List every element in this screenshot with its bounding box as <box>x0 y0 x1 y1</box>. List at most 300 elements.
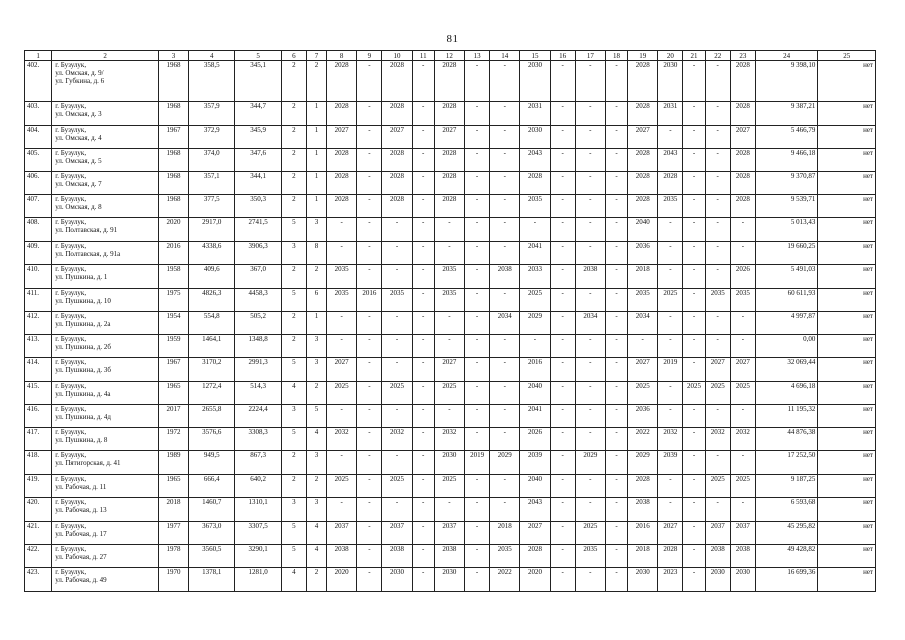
cell-col-11: - <box>412 568 434 592</box>
cell-col-8: - <box>327 498 357 522</box>
cell-col-19: 2027 <box>628 126 658 149</box>
cell-col-14: - <box>490 335 520 358</box>
cell-col-24: 17 252,50 <box>755 451 817 475</box>
cell-col-15: 2031 <box>520 102 550 126</box>
cell-col-22: - <box>705 126 730 149</box>
cell-col-23: - <box>730 335 755 358</box>
cell-col-9: - <box>357 218 382 242</box>
row-number: 408. <box>25 218 52 242</box>
cell-col-23: - <box>730 242 755 265</box>
address-line: ул. Омская, д. 8 <box>55 203 102 211</box>
page-number: 81 <box>446 33 459 45</box>
cell-col-23: 2028 <box>730 149 755 172</box>
cell-col-18: - <box>605 102 627 126</box>
column-header-24: 24 <box>755 51 817 61</box>
cell-col-4: 554,8 <box>189 312 235 335</box>
cell-col-11: - <box>412 312 434 335</box>
cell-col-6: 2 <box>281 475 306 498</box>
cell-col-15: 2029 <box>520 312 550 335</box>
cell-col-5: 3308,3 <box>235 428 281 451</box>
cell-col-15: 2026 <box>520 428 550 451</box>
cell-col-22: - <box>705 195 730 218</box>
cell-col-13: - <box>465 218 490 242</box>
cell-col-18: - <box>605 405 627 428</box>
cell-col-7: 3 <box>306 335 326 358</box>
cell-col-25: нет <box>818 451 876 475</box>
table-row <box>25 195 876 218</box>
cell-col-17: 2038 <box>575 265 605 289</box>
column-header-20: 20 <box>658 51 683 61</box>
cell-col-16: - <box>550 475 575 498</box>
address-line: г. Бузулук, <box>55 358 87 366</box>
cell-col-18: - <box>605 522 627 545</box>
cell-col-22: 2038 <box>705 545 730 568</box>
cell-col-13: - <box>465 312 490 335</box>
cell-col-3: 1972 <box>158 428 188 451</box>
cell-col-17: - <box>575 126 605 149</box>
cell-col-12: 2035 <box>434 289 464 312</box>
cell-col-20: - <box>658 312 683 335</box>
cell-col-18: - <box>605 126 627 149</box>
cell-col-11: - <box>412 102 434 126</box>
cell-col-18: - <box>605 428 627 451</box>
cell-col-8: 2028 <box>327 102 357 126</box>
cell-col-22: - <box>705 451 730 475</box>
cell-col-14: 2029 <box>490 451 520 475</box>
cell-col-3: 2017 <box>158 405 188 428</box>
cell-col-25: нет <box>818 218 876 242</box>
cell-col-11: - <box>412 405 434 428</box>
cell-col-10: 2028 <box>382 195 412 218</box>
cell-col-5: 1281,0 <box>235 568 281 592</box>
cell-col-11: - <box>412 428 434 451</box>
cell-col-19: 2036 <box>628 405 658 428</box>
cell-col-8: 2038 <box>327 545 357 568</box>
cell-col-11: - <box>412 172 434 195</box>
cell-col-15: 2041 <box>520 405 550 428</box>
cell-col-25: нет <box>818 265 876 289</box>
cell-col-14: - <box>490 149 520 172</box>
address-cell <box>52 405 159 428</box>
cell-col-24: 32 069,44 <box>755 358 817 382</box>
row-number: 418. <box>25 451 52 475</box>
cell-col-23: 2035 <box>730 289 755 312</box>
table-row <box>25 545 876 568</box>
cell-col-11: - <box>412 475 434 498</box>
cell-col-3: 2016 <box>158 242 188 265</box>
cell-col-6: 2 <box>281 61 306 102</box>
cell-col-14: 2018 <box>490 522 520 545</box>
cell-col-9: - <box>357 61 382 102</box>
cell-col-19: 2025 <box>628 382 658 405</box>
address-line: ул. Пушкина, д. 2а <box>55 320 111 328</box>
column-number-header <box>25 51 876 61</box>
table-row <box>25 358 876 382</box>
address-line: ул. Рабочая, д. 13 <box>55 506 107 514</box>
cell-col-3: 1968 <box>158 61 188 102</box>
cell-col-21: - <box>683 242 705 265</box>
cell-col-12: - <box>434 498 464 522</box>
cell-col-22: - <box>705 242 730 265</box>
cell-col-16: - <box>550 195 575 218</box>
cell-col-9: - <box>357 242 382 265</box>
cell-col-25: нет <box>818 545 876 568</box>
cell-col-10: 2027 <box>382 126 412 149</box>
cell-col-15: 2028 <box>520 545 550 568</box>
cell-col-15: - <box>520 218 550 242</box>
cell-col-25: нет <box>818 475 876 498</box>
column-header-4: 4 <box>189 51 235 61</box>
cell-col-10: 2028 <box>382 172 412 195</box>
cell-col-21: - <box>683 265 705 289</box>
table-row <box>25 102 876 126</box>
cell-col-21: - <box>683 149 705 172</box>
cell-col-17: - <box>575 61 605 102</box>
cell-col-23: - <box>730 218 755 242</box>
cell-col-18: - <box>605 149 627 172</box>
cell-col-8: - <box>327 242 357 265</box>
cell-col-20: 2023 <box>658 568 683 592</box>
cell-col-10: 2028 <box>382 149 412 172</box>
address-line: ул. Пушкина, д. 10 <box>55 297 111 305</box>
address-line: ул. Пушкина, д. 8 <box>55 436 108 444</box>
cell-col-15: 2030 <box>520 61 550 102</box>
cell-col-21: - <box>683 568 705 592</box>
address-line: ул. Омская, д. 4 <box>55 134 102 142</box>
cell-col-8: 2028 <box>327 195 357 218</box>
column-header-14: 14 <box>490 51 520 61</box>
cell-col-7: 5 <box>306 405 326 428</box>
address-line: г. Бузулук, <box>55 522 87 530</box>
cell-col-4: 358,5 <box>189 61 235 102</box>
cell-col-14: - <box>490 61 520 102</box>
cell-col-12: - <box>434 405 464 428</box>
cell-col-17: - <box>575 498 605 522</box>
address-cell <box>52 335 159 358</box>
cell-col-13: - <box>465 405 490 428</box>
cell-col-11: - <box>412 498 434 522</box>
cell-col-5: 1310,1 <box>235 498 281 522</box>
address-line: ул. Омская, д. 3 <box>55 110 102 118</box>
cell-col-20: 2032 <box>658 428 683 451</box>
table-row <box>25 522 876 545</box>
table-row <box>25 312 876 335</box>
address-cell <box>52 149 159 172</box>
cell-col-24: 9 466,18 <box>755 149 817 172</box>
cell-col-20: 2043 <box>658 149 683 172</box>
cell-col-9: - <box>357 405 382 428</box>
cell-col-3: 1970 <box>158 568 188 592</box>
address-cell <box>52 568 159 592</box>
cell-col-9: - <box>357 358 382 382</box>
address-cell <box>52 312 159 335</box>
address-line: г. Бузулук, <box>55 102 87 110</box>
cell-col-4: 2917,0 <box>189 218 235 242</box>
cell-col-12: 2025 <box>434 475 464 498</box>
address-line: г. Бузулук, <box>55 498 87 506</box>
address-line: ул. Омская, д. 9/ <box>55 69 104 77</box>
cell-col-24: 4 696,18 <box>755 382 817 405</box>
cell-col-10: 2028 <box>382 102 412 126</box>
table-row <box>25 568 876 592</box>
cell-col-10: 2035 <box>382 289 412 312</box>
cell-col-24: 44 876,38 <box>755 428 817 451</box>
cell-col-22: - <box>705 498 730 522</box>
cell-col-13: - <box>465 172 490 195</box>
cell-col-11: - <box>412 61 434 102</box>
cell-col-16: - <box>550 149 575 172</box>
address-cell <box>52 126 159 149</box>
cell-col-4: 1272,4 <box>189 382 235 405</box>
cell-col-19: 2016 <box>628 522 658 545</box>
cell-col-7: 3 <box>306 498 326 522</box>
cell-col-13: - <box>465 195 490 218</box>
cell-col-15: 2025 <box>520 289 550 312</box>
cell-col-17: 2034 <box>575 312 605 335</box>
address-line: г. Бузулук, <box>55 405 87 413</box>
cell-col-21: - <box>683 312 705 335</box>
cell-col-14: - <box>490 218 520 242</box>
cell-col-7: 1 <box>306 102 326 126</box>
address-line: г. Бузулук, <box>55 312 87 320</box>
cell-col-13: - <box>465 522 490 545</box>
column-header-16: 16 <box>550 51 575 61</box>
cell-col-7: 1 <box>306 126 326 149</box>
address-line: г. Бузулук, <box>55 149 87 157</box>
column-header-8: 8 <box>327 51 357 61</box>
cell-col-10: 2025 <box>382 382 412 405</box>
column-header-9: 9 <box>357 51 382 61</box>
cell-col-18: - <box>605 61 627 102</box>
cell-col-19: 2022 <box>628 428 658 451</box>
cell-col-9: - <box>357 195 382 218</box>
cell-col-6: 3 <box>281 498 306 522</box>
cell-col-3: 1968 <box>158 149 188 172</box>
cell-col-9: - <box>357 172 382 195</box>
cell-col-23: 2025 <box>730 475 755 498</box>
cell-col-23: 2026 <box>730 265 755 289</box>
column-header-7: 7 <box>306 51 326 61</box>
cell-col-11: - <box>412 195 434 218</box>
address-line: г. Бузулук, <box>55 382 87 390</box>
address-cell <box>52 451 159 475</box>
cell-col-7: 6 <box>306 289 326 312</box>
cell-col-7: 3 <box>306 358 326 382</box>
cell-col-25: нет <box>818 335 876 358</box>
cell-col-10: 2038 <box>382 545 412 568</box>
cell-col-25: нет <box>818 289 876 312</box>
cell-col-11: - <box>412 149 434 172</box>
cell-col-24: 5 013,43 <box>755 218 817 242</box>
cell-col-9: - <box>357 382 382 405</box>
cell-col-11: - <box>412 265 434 289</box>
address-cell <box>52 242 159 265</box>
row-number: 417. <box>25 428 52 451</box>
cell-col-24: 6 593,68 <box>755 498 817 522</box>
cell-col-23: 2038 <box>730 545 755 568</box>
cell-col-16: - <box>550 522 575 545</box>
cell-col-9: - <box>357 126 382 149</box>
cell-col-15: 2020 <box>520 568 550 592</box>
address-line: ул. Губкина, д. 6 <box>55 77 105 85</box>
cell-col-6: 2 <box>281 126 306 149</box>
cell-col-5: 367,0 <box>235 265 281 289</box>
cell-col-3: 1959 <box>158 335 188 358</box>
cell-col-25: нет <box>818 312 876 335</box>
cell-col-10: - <box>382 312 412 335</box>
address-line: г. Бузулук, <box>55 61 87 69</box>
cell-col-13: - <box>465 126 490 149</box>
cell-col-12: - <box>434 218 464 242</box>
cell-col-20: 2028 <box>658 545 683 568</box>
cell-col-14: - <box>490 498 520 522</box>
cell-col-21: - <box>683 218 705 242</box>
cell-col-5: 345,9 <box>235 126 281 149</box>
table-row <box>25 428 876 451</box>
cell-col-4: 374,0 <box>189 149 235 172</box>
cell-col-16: - <box>550 102 575 126</box>
cell-col-21: - <box>683 102 705 126</box>
cell-col-9: - <box>357 335 382 358</box>
cell-col-11: - <box>412 242 434 265</box>
address-line: ул. Рабочая, д. 17 <box>55 530 107 538</box>
cell-col-9: - <box>357 522 382 545</box>
cell-col-5: 4458,3 <box>235 289 281 312</box>
cell-col-5: 2991,3 <box>235 358 281 382</box>
cell-col-3: 1977 <box>158 522 188 545</box>
cell-col-13: - <box>465 149 490 172</box>
table-row <box>25 475 876 498</box>
cell-col-6: 4 <box>281 382 306 405</box>
column-header-2: 2 <box>52 51 159 61</box>
cell-col-23: 2028 <box>730 195 755 218</box>
cell-col-7: 4 <box>306 428 326 451</box>
cell-col-4: 949,5 <box>189 451 235 475</box>
cell-col-23: 2028 <box>730 172 755 195</box>
cell-col-25: нет <box>818 382 876 405</box>
cell-col-16: - <box>550 545 575 568</box>
cell-col-17: - <box>575 242 605 265</box>
cell-col-15: 2016 <box>520 358 550 382</box>
cell-col-7: 2 <box>306 61 326 102</box>
cell-col-8: - <box>327 405 357 428</box>
cell-col-20: 2025 <box>658 289 683 312</box>
row-number: 406. <box>25 172 52 195</box>
address-line: ул. Рабочая, д. 49 <box>55 576 107 584</box>
cell-col-17: - <box>575 195 605 218</box>
cell-col-20: - <box>658 126 683 149</box>
cell-col-19: 2028 <box>628 61 658 102</box>
cell-col-4: 377,5 <box>189 195 235 218</box>
cell-col-6: 2 <box>281 102 306 126</box>
cell-col-12: 2025 <box>434 382 464 405</box>
cell-col-16: - <box>550 405 575 428</box>
address-line: ул. Омская, д. 5 <box>55 157 102 165</box>
cell-col-13: - <box>465 102 490 126</box>
cell-col-4: 1460,7 <box>189 498 235 522</box>
cell-col-3: 1958 <box>158 265 188 289</box>
cell-col-16: - <box>550 312 575 335</box>
cell-col-9: 2016 <box>357 289 382 312</box>
cell-col-18: - <box>605 265 627 289</box>
address-line: ул. Рабочая, д. 27 <box>55 553 107 561</box>
cell-col-21: - <box>683 172 705 195</box>
address-cell <box>52 218 159 242</box>
cell-col-7: 2 <box>306 568 326 592</box>
cell-col-9: - <box>357 568 382 592</box>
cell-col-5: 2224,4 <box>235 405 281 428</box>
cell-col-24: 9 398,10 <box>755 61 817 102</box>
cell-col-24: 19 660,25 <box>755 242 817 265</box>
address-line: г. Бузулук, <box>55 451 87 459</box>
cell-col-17: - <box>575 172 605 195</box>
cell-col-15: 2033 <box>520 265 550 289</box>
cell-col-16: - <box>550 382 575 405</box>
cell-col-22: 2025 <box>705 475 730 498</box>
row-number: 402. <box>25 61 52 102</box>
address-cell <box>52 289 159 312</box>
cell-col-25: нет <box>818 149 876 172</box>
row-number: 405. <box>25 149 52 172</box>
column-header-23: 23 <box>730 51 755 61</box>
cell-col-19: 2035 <box>628 289 658 312</box>
address-line: г. Бузулук, <box>55 265 87 273</box>
cell-col-21: 2025 <box>683 382 705 405</box>
cell-col-4: 3673,0 <box>189 522 235 545</box>
cell-col-17: - <box>575 382 605 405</box>
cell-col-25: нет <box>818 102 876 126</box>
cell-col-4: 4338,6 <box>189 242 235 265</box>
cell-col-9: - <box>357 451 382 475</box>
cell-col-4: 357,9 <box>189 102 235 126</box>
cell-col-12: 2032 <box>434 428 464 451</box>
cell-col-25: нет <box>818 195 876 218</box>
cell-col-10: 2032 <box>382 428 412 451</box>
cell-col-20: - <box>658 265 683 289</box>
cell-col-6: 4 <box>281 568 306 592</box>
cell-col-22: - <box>705 312 730 335</box>
cell-col-25: нет <box>818 428 876 451</box>
cell-col-5: 3290,1 <box>235 545 281 568</box>
cell-col-8: 2028 <box>327 172 357 195</box>
row-number: 420. <box>25 498 52 522</box>
cell-col-12: - <box>434 312 464 335</box>
cell-col-3: 1967 <box>158 358 188 382</box>
cell-col-5: 345,1 <box>235 61 281 102</box>
cell-col-20: - <box>658 382 683 405</box>
table-row <box>25 218 876 242</box>
cell-col-25: нет <box>818 61 876 102</box>
cell-col-6: 5 <box>281 289 306 312</box>
cell-col-6: 2 <box>281 451 306 475</box>
cell-col-3: 1968 <box>158 102 188 126</box>
cell-col-23: - <box>730 405 755 428</box>
cell-col-7: 1 <box>306 312 326 335</box>
column-header-15: 15 <box>520 51 550 61</box>
cell-col-18: - <box>605 382 627 405</box>
column-header-10: 10 <box>382 51 412 61</box>
cell-col-14: 2022 <box>490 568 520 592</box>
cell-col-11: - <box>412 289 434 312</box>
cell-col-10: 2028 <box>382 61 412 102</box>
cell-col-6: 2 <box>281 335 306 358</box>
column-header-6: 6 <box>281 51 306 61</box>
cell-col-16: - <box>550 428 575 451</box>
cell-col-14: - <box>490 242 520 265</box>
cell-col-18: - <box>605 195 627 218</box>
cell-col-25: нет <box>818 405 876 428</box>
cell-col-4: 3576,6 <box>189 428 235 451</box>
